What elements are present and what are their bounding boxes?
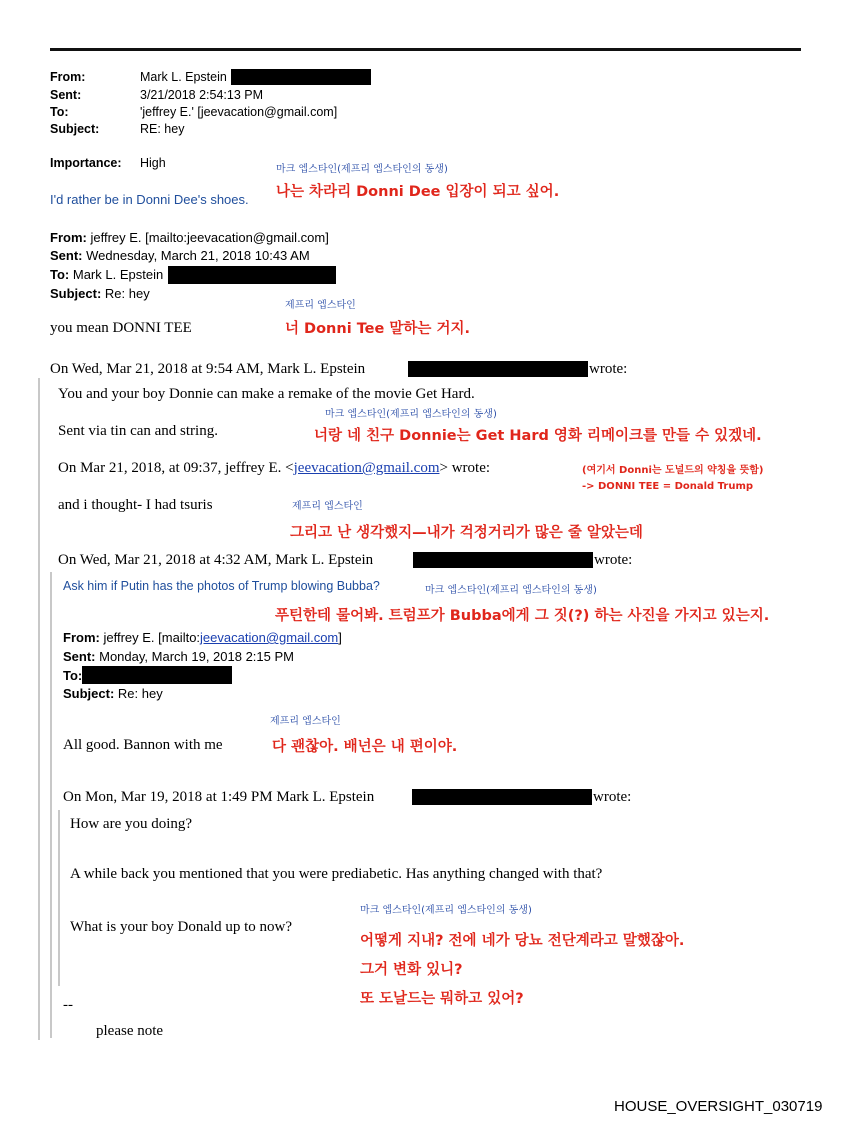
translation-text: 어떻게 지내? 전에 네가 당뇨 전단계라고 말했잖아.: [360, 933, 685, 949]
reply-from-prefix: jeffrey E. [mailto:: [103, 630, 201, 645]
redaction-box: [231, 69, 371, 85]
reply-sent: [63, 649, 294, 664]
sent-value: 3/21/2018 2:54:13 PM: [140, 88, 264, 102]
message-body: I'd rather be in Donni Dee's shoes.: [50, 192, 249, 207]
translation-text: 너랑 네 친구 Donnie는 Get Hard 영화 리메이크를 만들 수 있겠네.: [314, 428, 762, 444]
top-rule: [50, 48, 801, 51]
translation-speaker: 마크 엡스타인(제프리 엡스타인의 동생): [325, 409, 497, 420]
translation-speaker: 마크 엡스타인(제프리 엡스타인의 동생): [425, 585, 597, 596]
quote-header-wrote: wrote:: [593, 789, 632, 805]
translation-speaker: 제프리 엡스타인: [292, 501, 363, 512]
reply-to-label: To:: [63, 668, 83, 683]
translation-speaker: 마크 엡스타인(제프리 엡스타인의 동생): [276, 164, 448, 175]
translation-text: 다 괜찮아. 배넌은 내 편이야.: [272, 739, 458, 755]
to-label: To:: [50, 105, 69, 119]
reply-to-value: Mark L. Epstein: [72, 267, 164, 282]
subject-value: RE: hey: [140, 122, 185, 136]
message-body: What is your boy Donald up to now?: [70, 919, 293, 935]
reply-from-suffix: ]: [338, 630, 342, 645]
translation-text: 또 도날드는 뭐하고 있어?: [360, 991, 524, 1007]
reply-subject-value: Re: hey: [104, 286, 150, 301]
from-label: From:: [50, 70, 86, 84]
message-body: All good. Bannon with me: [63, 737, 223, 753]
quote-header-wrote: wrote:: [589, 361, 628, 377]
reply-from: [63, 630, 342, 645]
quote-header-prefix: On Mar 21, 2018, at 09:37, jeffrey E. <: [58, 460, 294, 476]
reply-to: [50, 267, 163, 282]
quote-bar: [50, 572, 52, 1038]
translator-note: (여기서 Donni는 도널드의 약칭을 뜻함): [582, 465, 764, 476]
translation-text: 나는 차라리 Donni Dee 입장이 되고 싶어.: [276, 184, 560, 200]
message-body: You and your boy Donnie can make a remake of the movie Get Hard.: [58, 386, 475, 402]
message-body: Ask him if Putin has the photos of Trump blowing Bubba?: [63, 579, 380, 593]
message-body: A while back you mentioned that you were prediabetic. Has anything changed with that?: [70, 866, 603, 882]
importance-label: Importance:: [50, 156, 122, 170]
reply-from-label: From:: [63, 630, 100, 645]
signature-dash: --: [63, 997, 73, 1013]
translation-text: 너 Donni Tee 말하는 거지.: [285, 321, 470, 337]
to-value: 'jeffrey E.' [jeevacation@gmail.com]: [140, 105, 338, 119]
reply-subject-label: Subject:: [50, 286, 102, 301]
email-link[interactable]: jeevacation@gmail.com: [293, 460, 440, 476]
reply-sent-label: Sent:: [50, 248, 83, 263]
reply-sent-value: Wednesday, March 21, 2018 10:43 AM: [86, 248, 310, 263]
quote-header-suffix: > wrote:: [439, 460, 491, 476]
reply-subject-value: Re: hey: [117, 686, 163, 701]
message-body: you mean DONNI TEE: [50, 320, 192, 336]
reply-subject-label: Subject:: [63, 686, 115, 701]
translation-text: 그리고 난 생각했지—내가 걱정거리가 많은 줄 알았는데: [290, 525, 643, 541]
quote-header: On Mon, Mar 19, 2018 at 1:49 PM Mark L. Epstein: [63, 789, 375, 805]
reply-sent-value: Monday, March 19, 2018 2:15 PM: [99, 649, 294, 664]
translation-text: 푸틴한테 물어봐. 트럼프가 Bubba에게 그 짓(?) 하는 사진을 가지고 있는지.: [275, 608, 770, 624]
redaction-box: [413, 552, 593, 568]
reply-subject: [50, 286, 150, 301]
reply-sent: [50, 248, 310, 263]
translator-note: -> DONNI TEE = Donald Trump: [582, 481, 754, 492]
reply-to-label: To:: [50, 267, 70, 282]
subject-label: Subject:: [50, 122, 100, 136]
reply-from-value: jeffrey E. [mailto:jeevacation@gmail.com]: [90, 230, 329, 245]
bates-number: HOUSE_OVERSIGHT_030719: [614, 1098, 823, 1115]
quote-header: On Wed, Mar 21, 2018 at 9:54 AM, Mark L. Epstein: [50, 361, 366, 377]
message-body: and i thought- I had tsuris: [58, 497, 213, 513]
translation-text: 그거 변화 있니?: [360, 962, 463, 978]
redaction-box: [168, 266, 336, 284]
reply-from: [50, 230, 329, 245]
quote-bar: [38, 378, 40, 1040]
quote-header: On Wed, Mar 21, 2018 at 4:32 AM, Mark L. Epstein: [58, 552, 374, 568]
translation-speaker: 제프리 엡스타인: [270, 716, 341, 727]
redaction-box: [82, 666, 232, 684]
translation-speaker: 마크 엡스타인(제프리 엡스타인의 동생): [360, 905, 532, 916]
message-signature: Sent via tin can and string.: [58, 423, 218, 439]
reply-subject: [63, 686, 163, 701]
quote-header: [58, 460, 490, 477]
redaction-box: [412, 789, 592, 805]
from-value: Mark L. Epstein: [140, 70, 227, 84]
signature-note: please note: [96, 1023, 164, 1039]
quote-header-wrote: wrote:: [594, 552, 633, 568]
redaction-box: [408, 361, 588, 377]
reply-from-label: From:: [50, 230, 87, 245]
message-body: How are you doing?: [70, 816, 193, 832]
email-link[interactable]: jeevacation@gmail.com: [200, 630, 339, 645]
sent-label: Sent:: [50, 88, 82, 102]
translation-speaker: 제프리 엡스타인: [285, 300, 356, 311]
importance-value: High: [140, 156, 166, 170]
quote-bar: [58, 810, 60, 986]
reply-sent-label: Sent:: [63, 649, 96, 664]
